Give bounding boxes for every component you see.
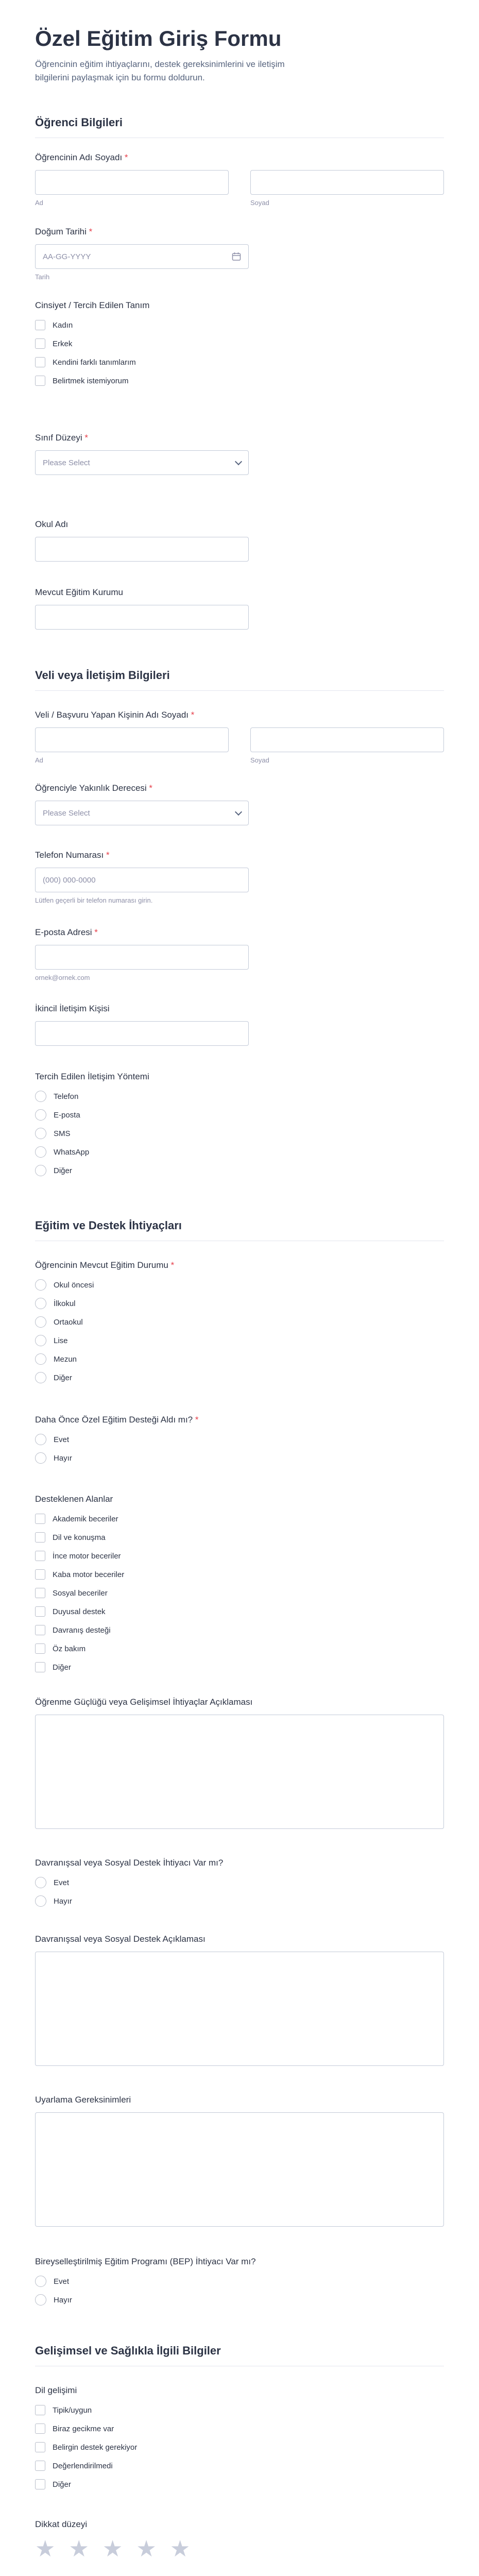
current-school-question bbox=[35, 587, 444, 630]
radio-button[interactable] bbox=[35, 1091, 46, 1102]
current-school-label: Mevcut Eğitim Kurumu bbox=[35, 587, 123, 597]
support-area-option[interactable] bbox=[35, 1584, 444, 1602]
prior-support-label: Daha Önce Özel Eğitim Desteği Aldı mı? bbox=[35, 1415, 193, 1425]
guardian-first-name-sublabel: Ad bbox=[35, 756, 43, 764]
student-last-name-input[interactable] bbox=[250, 170, 444, 195]
attention-rating[interactable] bbox=[35, 2538, 444, 2561]
option-label: Ortaokul bbox=[54, 1317, 83, 1327]
dob-sublabel: Tarih bbox=[35, 273, 50, 281]
gender-label: Cinsiyet / Tercih Edilen Tanım bbox=[35, 300, 150, 310]
option-label: Evet bbox=[54, 1435, 70, 1444]
form-header bbox=[0, 0, 479, 84]
option-label: Öz bakım bbox=[53, 1644, 86, 1653]
required-mark: * bbox=[191, 710, 195, 720]
guardian-section bbox=[35, 669, 444, 691]
language-label: Dil gelişimi bbox=[35, 2385, 77, 2395]
school-label: Okul Adı bbox=[35, 519, 69, 529]
option-label: Diğer bbox=[54, 1166, 72, 1175]
support-areas-question bbox=[35, 1494, 444, 1676]
checkbox[interactable] bbox=[35, 357, 45, 367]
relation-select-value: Please Select bbox=[43, 808, 90, 818]
option-label: Belirtmek istemiyorum bbox=[53, 376, 129, 385]
contact-method-option[interactable] bbox=[35, 1161, 444, 1180]
guardian-name-question bbox=[35, 710, 444, 764]
checkbox[interactable] bbox=[35, 1569, 45, 1580]
phone-question bbox=[35, 850, 444, 904]
checkbox[interactable] bbox=[35, 2461, 45, 2471]
language-option[interactable] bbox=[35, 2456, 444, 2475]
required-mark: * bbox=[84, 433, 89, 443]
option-label: Biraz gecikme var bbox=[53, 2424, 114, 2433]
radio-button[interactable] bbox=[35, 1335, 46, 1346]
contact-method-option[interactable] bbox=[35, 1087, 444, 1106]
option-label: İnce motor beceriler bbox=[53, 1551, 121, 1561]
student-last-name-sublabel: Soyad bbox=[250, 199, 269, 207]
option-label: Evet bbox=[54, 2277, 70, 2286]
school-input[interactable] bbox=[35, 537, 249, 562]
support-areas-label: Desteklenen Alanlar bbox=[35, 1494, 113, 1504]
radio-button[interactable] bbox=[35, 1895, 46, 1907]
dob-question bbox=[35, 227, 444, 281]
iep-question bbox=[35, 2257, 444, 2309]
contact-method-option[interactable] bbox=[35, 1124, 444, 1143]
required-mark: * bbox=[195, 1415, 199, 1425]
option-label: Kendini farklı tanımlarım bbox=[53, 358, 136, 367]
checkbox[interactable] bbox=[35, 1606, 45, 1617]
student-name-label: Öğrencinin Adı Soyadı bbox=[35, 152, 123, 162]
gender-option[interactable] bbox=[35, 371, 444, 390]
language-option[interactable] bbox=[35, 2419, 444, 2438]
needs-question bbox=[35, 1697, 444, 1829]
option-label: Diğer bbox=[54, 1373, 72, 1382]
guardian-name-label: Veli / Başvuru Yapan Kişinin Adı Soyadı bbox=[35, 710, 189, 720]
option-label: Hayır bbox=[54, 1453, 72, 1463]
option-label: İlkokul bbox=[54, 1299, 76, 1308]
support-area-option[interactable] bbox=[35, 1621, 444, 1639]
option-label: Lise bbox=[54, 1336, 68, 1345]
relation-label: Öğrenciyle Yakınlık Derecesi bbox=[35, 783, 147, 793]
option-label: E-posta bbox=[54, 1110, 80, 1120]
checkbox[interactable] bbox=[35, 1532, 45, 1543]
current-school-input[interactable] bbox=[35, 605, 249, 630]
checkbox[interactable] bbox=[35, 338, 45, 349]
edu-status-option[interactable] bbox=[35, 1368, 444, 1387]
accommodations-label: Uyarlama Gereksinimleri bbox=[35, 2095, 131, 2105]
email-question bbox=[35, 927, 444, 981]
iep-option[interactable] bbox=[35, 2272, 444, 2291]
radio-button[interactable] bbox=[35, 2294, 46, 2306]
education-section-title: Eğitim ve Destek İhtiyaçları bbox=[35, 1219, 182, 1232]
option-label: Belirgin destek gerekiyor bbox=[53, 2443, 138, 2452]
option-label: SMS bbox=[54, 1129, 71, 1138]
radio-button[interactable] bbox=[35, 2276, 46, 2287]
prior-support-question bbox=[35, 1415, 444, 1467]
option-label: Diğer bbox=[53, 1663, 71, 1672]
checkbox[interactable] bbox=[35, 2424, 45, 2434]
form-title: Özel Eğitim Giriş Formu bbox=[35, 26, 282, 50]
dob-input[interactable] bbox=[35, 244, 249, 269]
language-question bbox=[35, 2385, 444, 2494]
checkbox[interactable] bbox=[35, 1514, 45, 1524]
needs-label: Öğrenme Güçlüğü veya Gelişimsel İhtiyaçlar Açıklaması bbox=[35, 1697, 253, 1707]
iep-label: Bireyselleştirilmiş Eğitim Programı (BEP) İhtiyacı Var mı? bbox=[35, 2257, 256, 2266]
email-sublabel: ornek@ornek.com bbox=[35, 974, 90, 981]
support-area-option[interactable] bbox=[35, 1528, 444, 1547]
edu-status-question bbox=[35, 1260, 444, 1387]
behavior-option[interactable] bbox=[35, 1892, 444, 1910]
grade-label: Sınıf Düzeyi bbox=[35, 433, 82, 443]
edu-status-option[interactable] bbox=[35, 1313, 444, 1331]
star-icon[interactable]: ★ bbox=[136, 2536, 157, 2562]
required-mark: * bbox=[149, 783, 153, 793]
form-description: Öğrencinin eğitim ihtiyaçlarını, destek gereksinimlerini ve iletişim bilgilerini paylaşmak için bu formu doldurun. bbox=[35, 59, 285, 82]
required-mark: * bbox=[89, 227, 93, 236]
radio-button[interactable] bbox=[35, 1146, 46, 1158]
grade-select[interactable] bbox=[35, 450, 249, 475]
guardian-last-name-sublabel: Soyad bbox=[250, 756, 269, 764]
email-input[interactable] bbox=[35, 945, 249, 970]
star-icon[interactable]: ★ bbox=[169, 2536, 191, 2562]
radio-button[interactable] bbox=[35, 1434, 46, 1445]
option-label: Akademik beceriler bbox=[53, 1514, 118, 1523]
health-section bbox=[35, 2344, 444, 2366]
option-label: Sosyal beceriler bbox=[53, 1588, 108, 1598]
phone-input[interactable] bbox=[35, 868, 249, 892]
attention-question bbox=[35, 2519, 444, 2561]
guardian-first-name-input[interactable] bbox=[35, 727, 229, 752]
health-section-title: Gelişimsel ve Sağlıkla İlgili Bilgiler bbox=[35, 2344, 221, 2357]
edu-status-option[interactable] bbox=[35, 1350, 444, 1368]
option-label: Hayır bbox=[54, 1896, 72, 1906]
contact-method-label: Tercih Edilen İletişim Yöntemi bbox=[35, 1072, 149, 1081]
option-label: WhatsApp bbox=[54, 1147, 90, 1157]
checkbox[interactable] bbox=[35, 1625, 45, 1635]
required-mark: * bbox=[170, 1260, 175, 1270]
relation-question bbox=[35, 783, 444, 825]
language-option[interactable] bbox=[35, 2475, 444, 2494]
option-label: Değerlendirilmedi bbox=[53, 2461, 113, 2470]
radio-button[interactable] bbox=[35, 1353, 46, 1365]
required-mark: * bbox=[124, 152, 128, 162]
section-divider bbox=[35, 690, 444, 691]
radio-button[interactable] bbox=[35, 1877, 46, 1888]
chevron-down-icon bbox=[235, 808, 242, 816]
dob-placeholder: AA-GG-YYYY bbox=[43, 252, 91, 261]
chevron-down-icon bbox=[235, 458, 242, 465]
secondary-contact-input[interactable] bbox=[35, 1021, 249, 1046]
support-area-option[interactable] bbox=[35, 1547, 444, 1565]
phone-sublabel: Lütfen geçerli bir telefon numarası girin. bbox=[35, 896, 153, 904]
option-label: Mezun bbox=[54, 1354, 77, 1364]
option-label: Okul öncesi bbox=[54, 1280, 94, 1290]
guardian-section-title: Veli veya İletişim Bilgileri bbox=[35, 669, 170, 682]
student-section bbox=[35, 116, 444, 138]
phone-placeholder: (000) 000-0000 bbox=[43, 875, 96, 885]
support-area-option[interactable] bbox=[35, 1565, 444, 1584]
option-label: Hayır bbox=[54, 2295, 72, 2304]
prior-support-option[interactable] bbox=[35, 1449, 444, 1467]
attention-label: Dikkat düzeyi bbox=[35, 2519, 88, 2529]
checkbox[interactable] bbox=[35, 320, 45, 330]
option-label: Telefon bbox=[54, 1092, 79, 1101]
secondary-contact-label: İkincil İletişim Kişisi bbox=[35, 1004, 110, 1013]
accommodations-textarea[interactable] bbox=[35, 2112, 444, 2227]
checkbox[interactable] bbox=[35, 2405, 45, 2415]
gender-question bbox=[35, 300, 444, 390]
checkbox[interactable] bbox=[35, 1662, 45, 1672]
checkbox[interactable] bbox=[35, 1588, 45, 1598]
star-icon[interactable]: ★ bbox=[69, 2536, 89, 2562]
contact-method-question bbox=[35, 1072, 444, 1180]
gender-option[interactable] bbox=[35, 334, 444, 353]
email-label: E-posta Adresi bbox=[35, 927, 92, 937]
checkbox[interactable] bbox=[35, 376, 45, 386]
language-option[interactable] bbox=[35, 2438, 444, 2456]
option-label: Tipik/uygun bbox=[53, 2405, 92, 2415]
behavior-label: Davranışsal veya Sosyal Destek İhtiyacı Var mı? bbox=[35, 1858, 224, 1868]
prior-support-option[interactable] bbox=[35, 1430, 444, 1449]
student-first-name-sublabel: Ad bbox=[35, 199, 43, 207]
option-label: Dil ve konuşma bbox=[53, 1533, 106, 1542]
guardian-last-name-input[interactable] bbox=[250, 727, 444, 752]
calendar-icon[interactable] bbox=[232, 252, 241, 261]
needs-textarea[interactable] bbox=[35, 1715, 444, 1829]
option-label: Davranış desteği bbox=[53, 1625, 111, 1635]
language-option[interactable] bbox=[35, 2401, 444, 2419]
required-mark: * bbox=[106, 850, 110, 860]
contact-method-option[interactable] bbox=[35, 1143, 444, 1161]
grade-select-value: Please Select bbox=[43, 458, 90, 467]
option-label: Evet bbox=[54, 1878, 70, 1887]
behavior-option[interactable] bbox=[35, 1873, 444, 1892]
support-area-option[interactable] bbox=[35, 1639, 444, 1658]
edu-status-option[interactable] bbox=[35, 1276, 444, 1294]
gender-option[interactable] bbox=[35, 353, 444, 371]
iep-option[interactable] bbox=[35, 2291, 444, 2309]
edu-status-option[interactable] bbox=[35, 1331, 444, 1350]
phone-label: Telefon Numarası bbox=[35, 850, 104, 860]
radio-button[interactable] bbox=[35, 1452, 46, 1464]
checkbox[interactable] bbox=[35, 1551, 45, 1561]
student-section-title: Öğrenci Bilgileri bbox=[35, 116, 123, 129]
radio-button[interactable] bbox=[35, 1372, 46, 1383]
required-mark: * bbox=[94, 927, 98, 937]
secondary-contact-question bbox=[35, 1004, 444, 1046]
star-icon[interactable]: ★ bbox=[35, 2536, 56, 2562]
support-area-option[interactable] bbox=[35, 1510, 444, 1528]
dob-label: Doğum Tarihi bbox=[35, 227, 87, 236]
gender-option[interactable] bbox=[35, 316, 444, 334]
support-area-option[interactable] bbox=[35, 1602, 444, 1621]
school-question bbox=[35, 519, 444, 562]
star-icon[interactable]: ★ bbox=[102, 2536, 123, 2562]
radio-button[interactable] bbox=[35, 1279, 46, 1291]
behavior-desc-textarea[interactable] bbox=[35, 1952, 444, 2066]
option-label: Duyusal destek bbox=[53, 1607, 106, 1616]
option-label: Diğer bbox=[53, 2480, 71, 2489]
edu-status-option[interactable] bbox=[35, 1294, 444, 1313]
checkbox[interactable] bbox=[35, 1643, 45, 1654]
radio-button[interactable] bbox=[35, 1109, 46, 1121]
checkbox[interactable] bbox=[35, 2442, 45, 2452]
student-first-name-input[interactable] bbox=[35, 170, 229, 195]
education-section bbox=[35, 1219, 444, 1241]
checkbox[interactable] bbox=[35, 2479, 45, 2489]
grade-question bbox=[35, 433, 444, 475]
option-label: Kadın bbox=[53, 320, 73, 330]
accommodations-question bbox=[35, 2095, 444, 2227]
radio-button[interactable] bbox=[35, 1165, 46, 1176]
radio-button[interactable] bbox=[35, 1316, 46, 1328]
behavior-question bbox=[35, 1858, 444, 1910]
option-label: Erkek bbox=[53, 339, 73, 348]
radio-button[interactable] bbox=[35, 1298, 46, 1309]
option-label: Kaba motor beceriler bbox=[53, 1570, 125, 1579]
behavior-desc-question bbox=[35, 1934, 444, 2066]
behavior-desc-label: Davranışsal veya Sosyal Destek Açıklaması bbox=[35, 1934, 206, 1944]
contact-method-option[interactable] bbox=[35, 1106, 444, 1124]
support-area-option[interactable] bbox=[35, 1658, 444, 1676]
student-name-question bbox=[35, 152, 444, 207]
edu-status-label: Öğrencinin Mevcut Eğitim Durumu bbox=[35, 1260, 168, 1270]
radio-button[interactable] bbox=[35, 1128, 46, 1139]
relation-select[interactable] bbox=[35, 801, 249, 825]
